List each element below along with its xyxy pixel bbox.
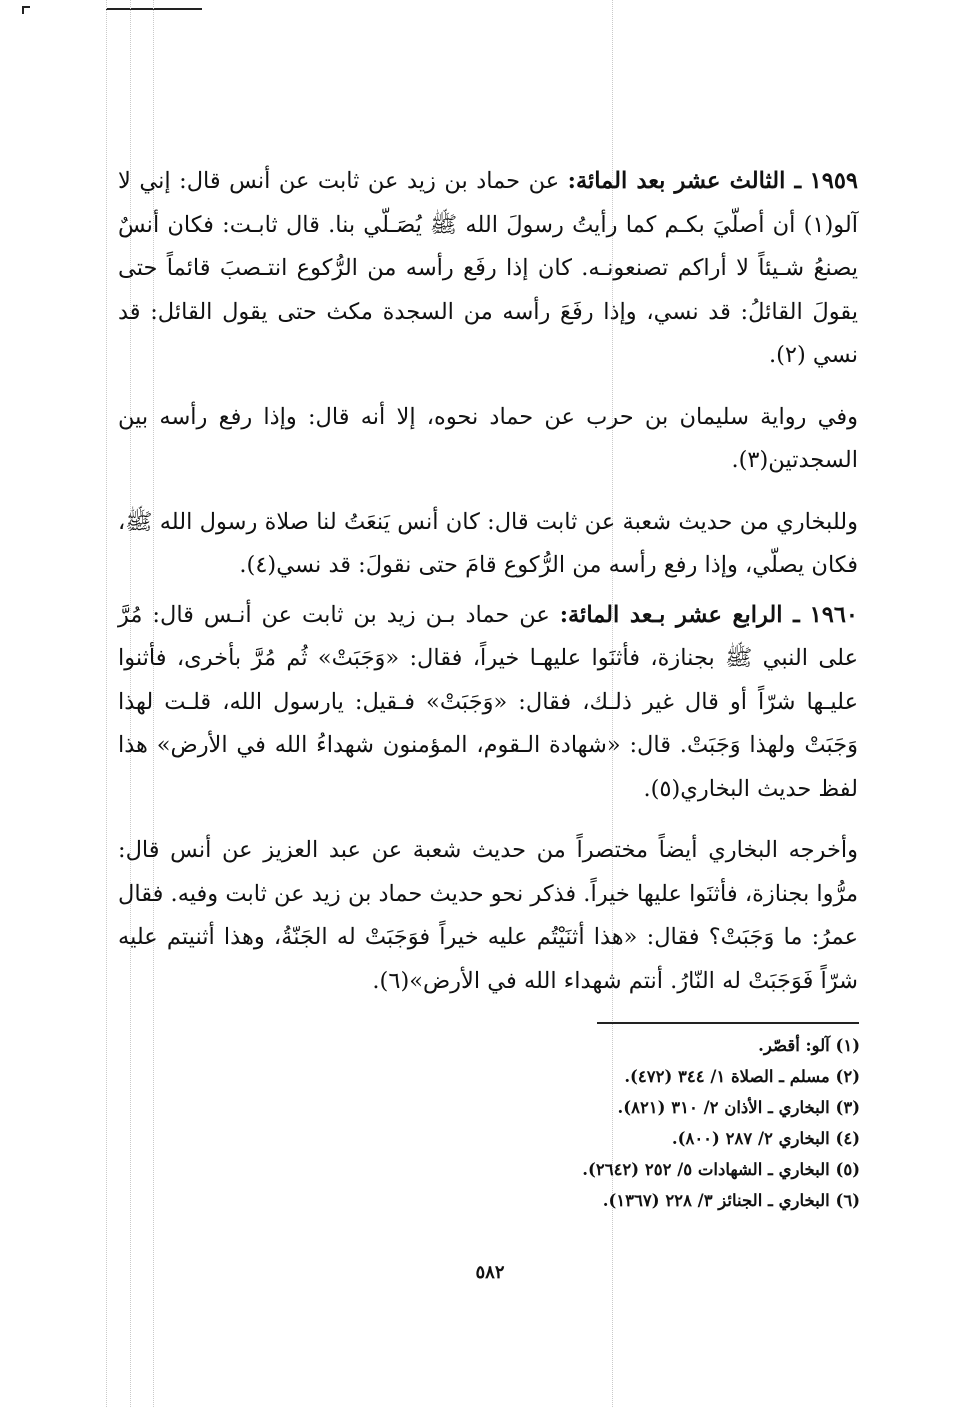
hadith-heading: ـ الثالث عشر بعد المائة: [567,168,802,194]
crop-mark [22,6,30,14]
hadith-paragraph [118,594,858,812]
hadith-number: ١٩٦٠ [809,601,858,628]
header-rule [106,8,202,10]
hadith-text: عن حماد بن زيد عن ثابت عن أنس قال: إني لا آلو(١) أن أصلّيَ بكـم كما رأيتُ رسولَ الله ﷺ يُصَـلّي بنا. قال ثابـت: فكان أنسٌ يصنعُ شـيئاً لا أراكم تصنعونـه. كان إذا رفَع رأسه من الرُّكوع انتـصبَ قائماً حتى يقولَ القائلُ: قد نسي، وإذا رفَعَ رأسه من السجدة مكث حتى يقول القائل: قد نسي (٢). [118,168,858,368]
hadith-paragraph [118,501,858,588]
footnote: (١) آلو: أقصّر. [758,1036,860,1055]
hadith-text: عن حماد بـن زيد بن ثابت عن أنـس قال: مُرَّ على النبي ﷺ بجنازة، فأثنَوا عليهـا خيراً، فقال: «وَجَبَتْ» ثُم مُرَّ بأخرى، فأثنوا عليـها شرّاً أو قال غير ذلـك، فقال: «وَجَبَتْ» فـقيل: يارسول الله، قلـت لهذا وَجَبَتْ ولهذا وَجَبَتْ. قال: «شهادة الـقوم، المؤمنون شهداءُ الله في الأرض» هذا لفظ حديث البخاري(٥). [118,601,858,802]
footnote: (٦) البخاري ـ الجنائز ٣/ ٢٢٨ (١٣٦٧). [602,1191,860,1210]
hadith-text: وللبخاري من حديث شعبة عن ثابت قال: كان أنس يَنعَتُ لنا صلاة رسول الله ﷺ، فكان يصلّي، وإذا رفع رأسه من الرُّكوع قامَ حتى نقولَ: قد نسي(٤). [118,508,858,578]
footnote-rule [597,1022,859,1024]
guide-line [106,0,107,1407]
hadith-paragraph [118,829,858,1003]
hadith-text: وفي رواية سليمان بن حرب عن حماد نحوه، إلا أنه قال: وإذا رفع رأسه بين السجدتين(٣). [118,403,858,473]
hadith-heading: ـ الرابع عشر بـعد المائة: [559,601,800,628]
footnote: (٣) البخاري ـ الأذان ٢/ ٣١٠ (٨٢١). [617,1098,860,1117]
hadith-text: وأخرجه البخاري أيضاً مختصراً من حديث شعبة عن عبد العزيز عن أنس قال: مرُّوا بجنازة، فأثنَوا عليها خيراً. فذكر نحو حديث حماد بن زيد عن ثابت وفيه. فقال عمرُ: ما وَجَبَتْ؟ فقال: «هذا أثنَيْتُم عليه خيراً فوَجَبَتْ له الجَنّةُ، وهذا أثنيتم عليه شرّاً فَوَجَبَتْ له النّارُ. أنتم شهداء الله في الأرض»(٦). [118,837,858,994]
hadith-paragraph [118,396,858,483]
footnote: (٥) البخاري ـ الشهادات ٥/ ٢٥٢ (٢٦٤٢). [582,1160,860,1179]
hadith-number: ١٩٥٩ [809,168,858,194]
hadith-paragraph [118,160,858,378]
footnote: (٢) مسلم ـ الصلاة ١/ ٣٤٤ (٤٧٢). [624,1067,860,1086]
footnote: (٤) البخاري ٢/ ٢٨٧ (٨٠٠). [671,1129,860,1148]
footnotes [500,1030,860,1216]
page-number: ٥٨٢ [475,1262,505,1283]
page-body [118,160,858,1021]
